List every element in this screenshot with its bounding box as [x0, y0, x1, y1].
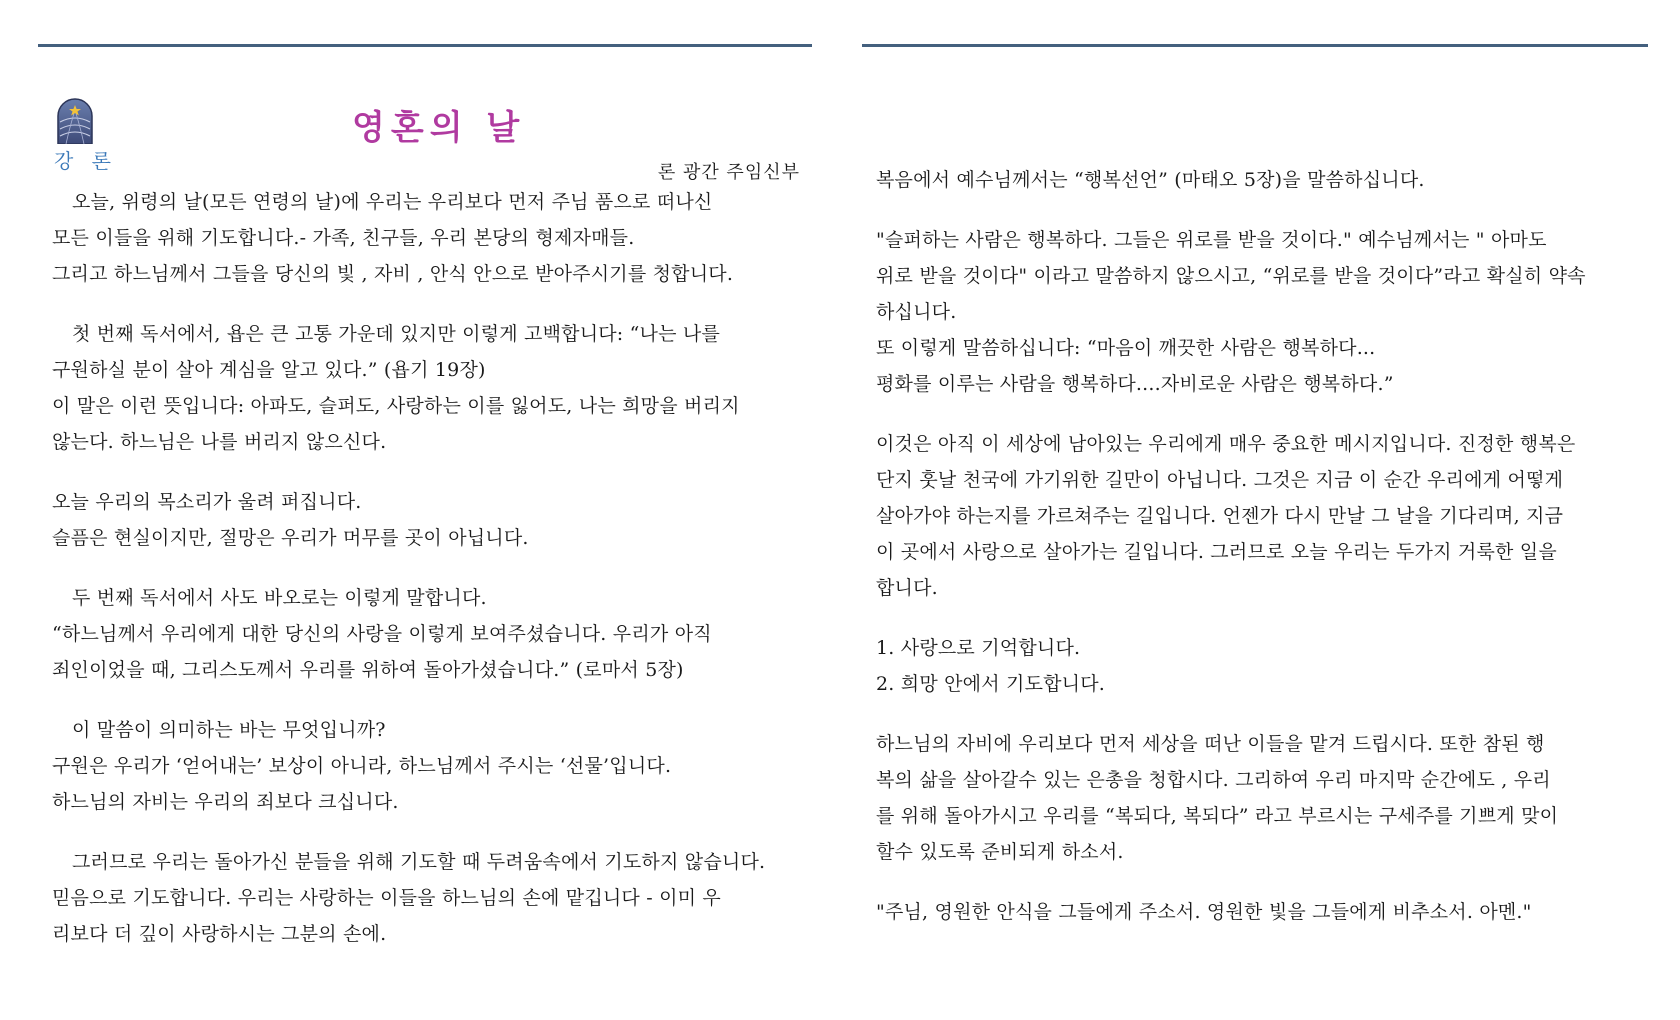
text-line: 평화를 이루는 사람을 행복하다....자비로운 사람은 행복하다.”: [876, 373, 1394, 395]
text-line: 이 말씀이 의미하는 바는 무엇입니까?: [72, 719, 386, 741]
text-line: 리보다 더 깊이 사랑하시는 그분의 손에.: [52, 923, 387, 945]
text-line: 구원하실 분이 살아 계심을 알고 있다.” (욥기 19장): [52, 359, 486, 381]
text-line: 구원은 우리가 ‘얻어내는’ 보상이 아니라, 하느님께서 주시는 ‘선물’입니다.: [52, 755, 672, 777]
right-column: [876, 162, 1636, 954]
text-line: 모든 이들을 위해 기도합니다.- 가족, 친구들, 우리 본당의 형제자매들.: [52, 227, 635, 249]
paragraph: [876, 726, 1636, 870]
paragraph: [876, 162, 1636, 198]
text-line: 오늘 우리의 목소리가 울려 퍼집니다.: [52, 491, 362, 513]
text-line: 그리고 하느님께서 그들을 당신의 빛 , 자비 , 안식 안으로 받아주시기를 청합니다.: [52, 263, 734, 285]
text-line: 하십니다.: [876, 301, 957, 323]
text-line: 2. 희망 안에서 기도합니다.: [876, 673, 1106, 695]
text-line: 슬픔은 현실이지만, 절망은 우리가 머무를 곳이 아닙니다.: [52, 527, 529, 549]
text-line: 두 번째 독서에서 사도 바오로는 이렇게 말합니다.: [72, 587, 487, 609]
text-line: 죄인이었을 때, 그리스도께서 우리를 위하여 돌아가셨습니다.” (로마서 5장): [52, 659, 684, 681]
text-line: 할수 있도록 준비되게 하소서.: [876, 841, 1124, 863]
text-line: 그러므로 우리는 돌아가신 분들을 위해 기도할 때 두려움속에서 기도하지 않습니다.: [72, 851, 766, 873]
paragraph: [52, 484, 798, 556]
paragraph: [52, 184, 798, 292]
text-line: 첫 번째 독서에서, 욥은 큰 고통 가운데 있지만 이렇게 고백합니다: “나는 나를: [72, 323, 721, 345]
paragraph: [52, 580, 798, 688]
text-line: 합니다.: [876, 577, 938, 599]
page-title: 영혼의 날: [352, 108, 526, 148]
paragraph: [876, 894, 1636, 930]
paragraph: [876, 222, 1636, 402]
text-line: 단지 훗날 천국에 가기위한 길만이 아닙니다. 그것은 지금 이 순간 우리에게 어떻게: [876, 469, 1564, 491]
header-rule-left: [38, 44, 812, 47]
text-line: "주님, 영원한 안식을 그들에게 주소서. 영원한 빛을 그들에게 비추소서. 아멘.": [876, 901, 1532, 923]
text-line: “하느님께서 우리에게 대한 당신의 사랑을 이렇게 보여주셨습니다. 우리가 아직: [52, 623, 712, 645]
left-column: [52, 184, 798, 976]
text-line: 복의 삶을 살아갈수 있는 은총을 청합시다. 그리하여 우리 마지막 순간에도 , 우리: [876, 769, 1551, 791]
text-line: 살아가야 하는지를 가르쳐주는 길입니다. 언젠가 다시 만날 그 날을 기다리며, 지금: [876, 505, 1564, 527]
text-line: 믿음으로 기도합니다. 우리는 사랑하는 이들을 하느님의 손에 맡깁니다 - 이미 우: [52, 887, 721, 909]
header-rule-right: [862, 44, 1648, 47]
text-line: 오늘, 위령의 날(모든 연령의 날)에 우리는 우리보다 먼저 주님 품으로 떠나신: [72, 191, 713, 213]
text-line: 또 이렇게 말씀하십니다: “마음이 깨끗한 사람은 행복하다...: [876, 337, 1376, 359]
text-line: "슬퍼하는 사람은 행복하다. 그들은 위로를 받을 것이다." 예수님께서는 " 아마도: [876, 229, 1547, 251]
church-window-icon: [56, 98, 94, 144]
paragraph: [52, 712, 798, 820]
paragraph: [876, 426, 1636, 606]
text-line: 를 위해 돌아가시고 우리를 “복되다, 복되다” 라고 부르시는 구세주를 기쁘게 맞이: [876, 805, 1559, 827]
paragraph: [876, 630, 1636, 702]
text-line: 이 곳에서 사랑으로 살아가는 길입니다. 그러므로 오늘 우리는 두가지 거룩한 일을: [876, 541, 1557, 563]
text-line: 복음에서 예수님께서는 “행복선언” (마태오 5장)을 말씀하십니다.: [876, 169, 1425, 191]
text-line: 하느님의 자비는 우리의 죄보다 크십니다.: [52, 791, 399, 813]
paragraph: [52, 316, 798, 460]
section-label: 강 론: [54, 149, 117, 173]
text-line: 위로 받을 것이다" 이라고 말씀하지 않으시고, “위로를 받을 것이다”라고 확실히 약속: [876, 265, 1586, 287]
paragraph: [52, 844, 798, 952]
text-line: 않는다. 하느님은 나를 버리지 않으신다.: [52, 431, 387, 453]
text-line: 이 말은 이런 뜻입니다: 아파도, 슬퍼도, 사랑하는 이를 잃어도, 나는 희망을 버리지: [52, 395, 740, 417]
author-line: 론 광간 주임신부: [657, 162, 800, 183]
text-line: 하느님의 자비에 우리보다 먼저 세상을 떠난 이들을 맡겨 드립시다. 또한 참된 행: [876, 733, 1545, 755]
text-line: 이것은 아직 이 세상에 남아있는 우리에게 매우 중요한 메시지입니다. 진정한 행복은: [876, 433, 1576, 455]
text-line: 1. 사랑으로 기억합니다.: [876, 637, 1081, 659]
